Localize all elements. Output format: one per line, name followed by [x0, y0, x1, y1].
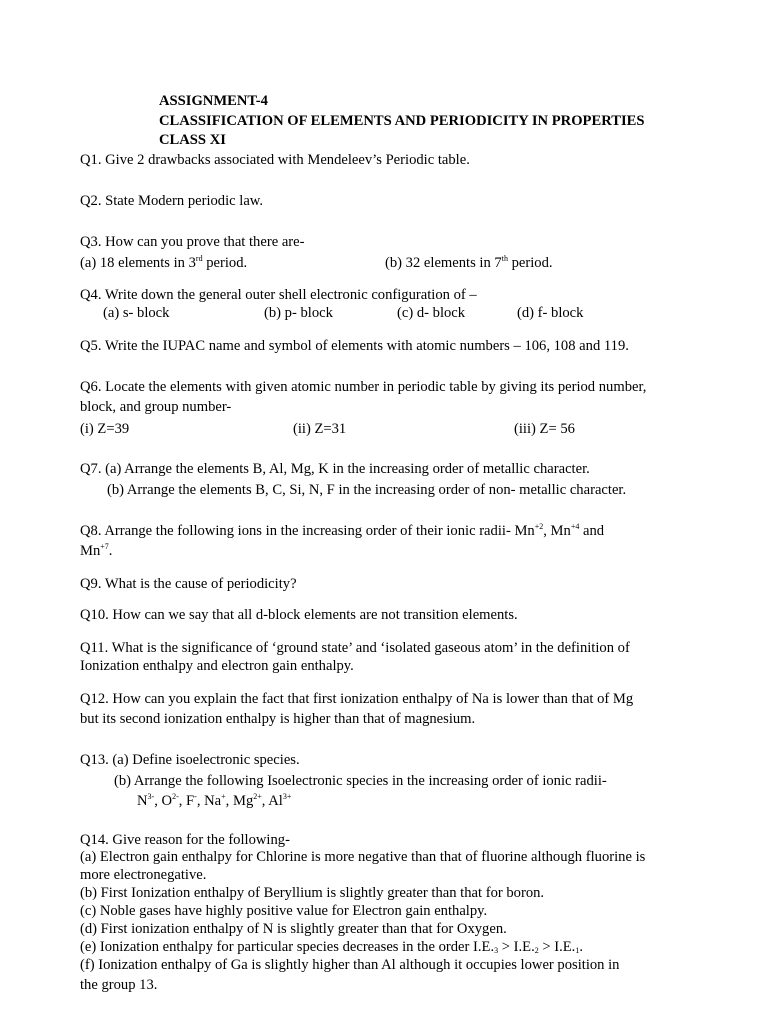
ion-separator: ,	[225, 793, 233, 809]
ion-charge: 3-	[147, 792, 155, 801]
ion-symbol: Al	[268, 793, 283, 809]
question-7-part-b: (b) Arrange the elements B, C, Si, N, F in the increasing order of non- metallic character.	[107, 482, 627, 498]
ion-symbol: Mg	[232, 793, 254, 809]
question-4-option-c: (c) d- block	[397, 305, 466, 321]
question-6-part-ii: (ii) Z=31	[293, 421, 347, 437]
question-6-part-i: (i) Z=39	[80, 421, 130, 437]
question-4-option-d: (d) f- block	[517, 305, 584, 321]
question-6-line-2: block, and group number-	[80, 399, 232, 415]
question-11-line-1: Q11. What is the significance of ‘ground state’ and ‘isolated gaseous atom’ in the definition of	[80, 640, 630, 656]
question-13-ion-list	[137, 793, 291, 810]
question-3-part-a: (a) 18 elements in 3rd period.	[80, 254, 248, 271]
class-label: CLASS XI	[159, 132, 226, 148]
ion-symbol: O	[161, 793, 173, 809]
question-5: Q5. Write the IUPAC name and symbol of elements with atomic numbers – 106, 108 and 119.	[80, 338, 629, 354]
ion-charge: 2+	[253, 792, 262, 801]
question-6-part-iii: (iii) Z= 56	[514, 421, 575, 437]
ion-symbol: N	[137, 793, 148, 809]
ion-separator: ,	[261, 793, 269, 809]
question-14-part-f-line-1: (f) Ionization enthalpy of Ga is slightly higher than Al although it occupies lower position in	[80, 957, 620, 973]
ion-symbol: F	[186, 793, 195, 809]
question-14-part-c: (c) Noble gases have highly positive value for Electron gain enthalpy.	[80, 903, 488, 919]
question-6-line-1: Q6. Locate the elements with given atomic number in periodic table by giving its period number,	[80, 379, 647, 395]
question-4-option-b: (b) p- block	[264, 305, 333, 321]
question-13-part-a: Q13. (a) Define isoelectronic species.	[80, 752, 300, 768]
ion-symbol: Na	[204, 793, 222, 809]
question-1: Q1. Give 2 drawbacks associated with Mendeleev’s Periodic table.	[80, 152, 470, 168]
ion-separator: ,	[178, 793, 187, 809]
question-11-line-2: Ionization enthalpy and electron gain enthalpy.	[80, 658, 354, 674]
question-2: Q2. State Modern periodic law.	[80, 193, 264, 209]
ion-charge: +	[221, 792, 226, 801]
question-14: Q14. Give reason for the following-	[80, 832, 290, 848]
question-14-part-d: (d) First ionization enthalpy of N is slightly greater than that for Oxygen.	[80, 921, 507, 937]
assignment-number: ASSIGNMENT-4	[159, 93, 268, 109]
question-14-part-a-line-2: more electronegative.	[80, 867, 207, 883]
question-8-line-1: Q8. Arrange the following ions in the increasing order of their ionic radii- $Mn^{+2}$, $Mn^{+4}$ and	[80, 522, 605, 539]
question-12-line-1: Q12. How can you explain the fact that first ionization enthalpy of Na is lower than that of Mg	[80, 691, 634, 707]
question-14-part-e: (e) Ionization enthalpy for particular species decreases in the order $I.E._3 > I.E._2 > I.E._1$.	[80, 939, 583, 955]
question-12-line-2: but its second ionization enthalpy is higher than that of magnesium.	[80, 711, 476, 727]
question-8-line-2: $Mn^{+7}$.	[80, 542, 113, 559]
ion-separator: ,	[196, 793, 205, 809]
question-4: Q4. Write down the general outer shell electronic configuration of –	[80, 287, 477, 303]
assignment-title: CLASSIFICATION OF ELEMENTS AND PERIODICITY IN PROPERTIES	[159, 113, 645, 129]
question-4-option-a: (a) s- block	[103, 305, 170, 321]
ion-charge: -	[194, 792, 197, 801]
question-7-part-a: Q7. (a) Arrange the elements B, Al, Mg, K in the increasing order of metallic character.	[80, 461, 590, 477]
question-13-part-b: (b) Arrange the following Isoelectronic species in the increasing order of ionic radii-	[114, 773, 607, 789]
question-9: Q9. What is the cause of periodicity?	[80, 576, 297, 592]
question-3-part-b: (b) 32 elements in 7th period.	[385, 254, 553, 271]
question-10: Q10. How can we say that all d-block elements are not transition elements.	[80, 607, 518, 623]
ion-charge: 3+	[282, 792, 292, 801]
ion-separator: ,	[154, 793, 162, 809]
question-14-part-f-line-2: the group 13.	[80, 977, 158, 993]
question-14-part-b: (b) First Ionization enthalpy of Beryllium is slightly greater than that for boron.	[80, 885, 545, 901]
question-14-part-a-line-1: (a) Electron gain enthalpy for Chlorine is more negative than that of fluorine although fluorine is	[80, 849, 646, 865]
ion-charge: 2-	[172, 792, 179, 801]
question-3: Q3. How can you prove that there are-	[80, 234, 305, 250]
